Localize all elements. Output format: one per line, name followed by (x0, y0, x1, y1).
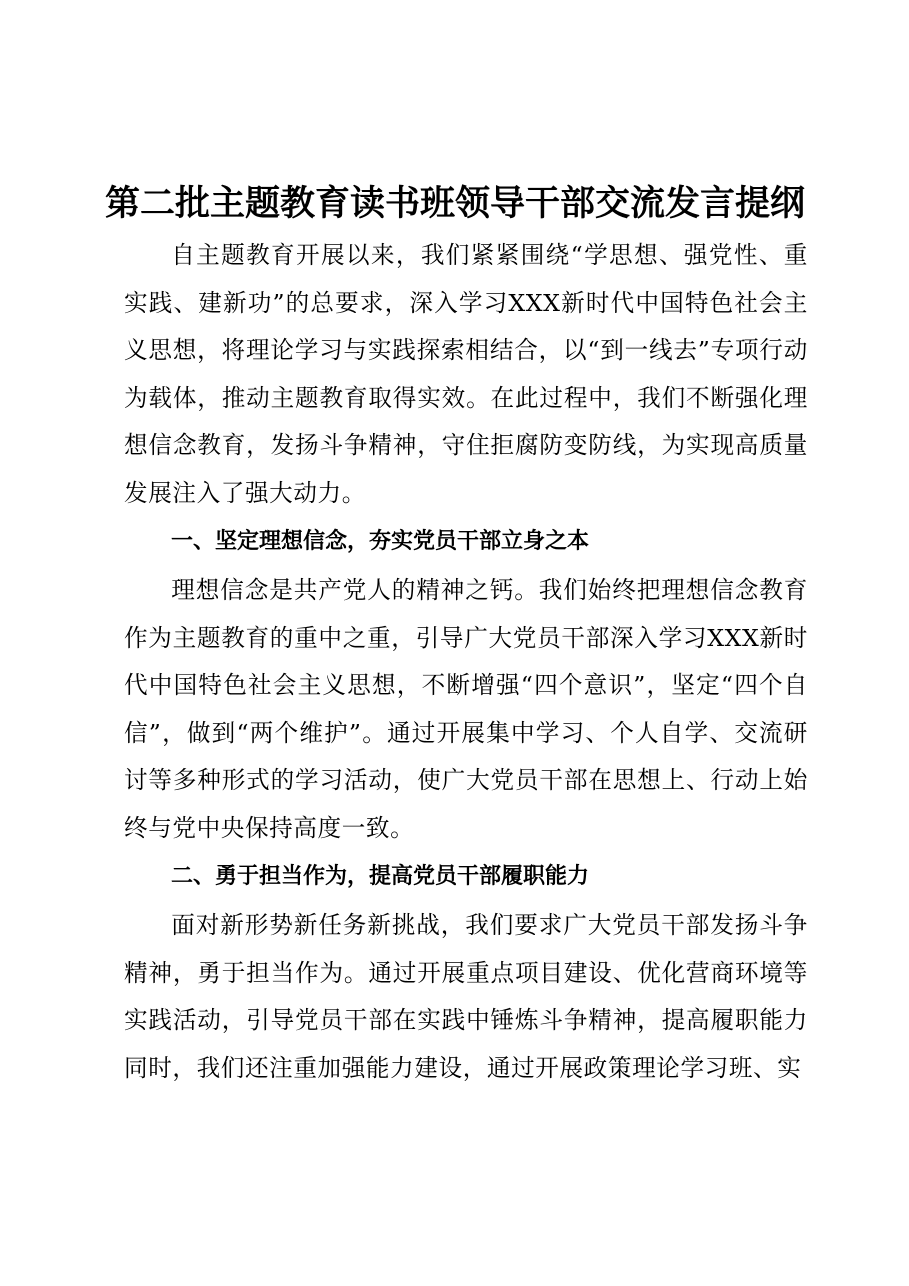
document-title: 第二批主题教育读书班领导干部交流发言提纲 (104, 183, 805, 224)
section-heading-1: 一、坚定理想信念，夯实党员干部立身之本 (171, 529, 590, 554)
document-body (124, 232, 808, 1092)
section-paragraph-1: 理想信念是共产党人的精神之钙。我们始终把理想信念教育作为主题教育的重中之重，引导广大党员干部深入学习XXX新时代中国特色社会主义思想，不断增强“四个意识”，坚定“四个自信”，做到“两个维护”。通过开展集中学习、个人自学、交流研讨等多种形式的学习活动，使广大党员干部在思想上、行动上始终与党中央保持高度一致。 (124, 576, 808, 842)
intro-paragraph: 自主题教育开展以来，我们紧紧围绕“学思想、强党性、重实践、建新功”的总要求，深入学习XXX新时代中国特色社会主义思想，将理论学习与实践探索相结合，以“到一线去”专项行动为载体，推动主题教育取得实效。在此过程中，我们不断强化理想信念教育，发扬斗争精神，守住拒腐防变防线，为实现高质量发展注入了强大动力。 (124, 241, 808, 507)
section-paragraph-2: 面对新形势新任务新挑战，我们要求广大党员干部发扬斗争精神，勇于担当作为。通过开展重点项目建设、优化营商环境等实践活动，引导党员干部在实践中锤炼斗争精神，提高履职能力同时，我们还注重加强能力建设，通过开展政策理论学习班、实 (124, 911, 808, 1082)
section-heading-2: 二、勇于担当作为，提高党员干部履职能力 (171, 864, 590, 889)
